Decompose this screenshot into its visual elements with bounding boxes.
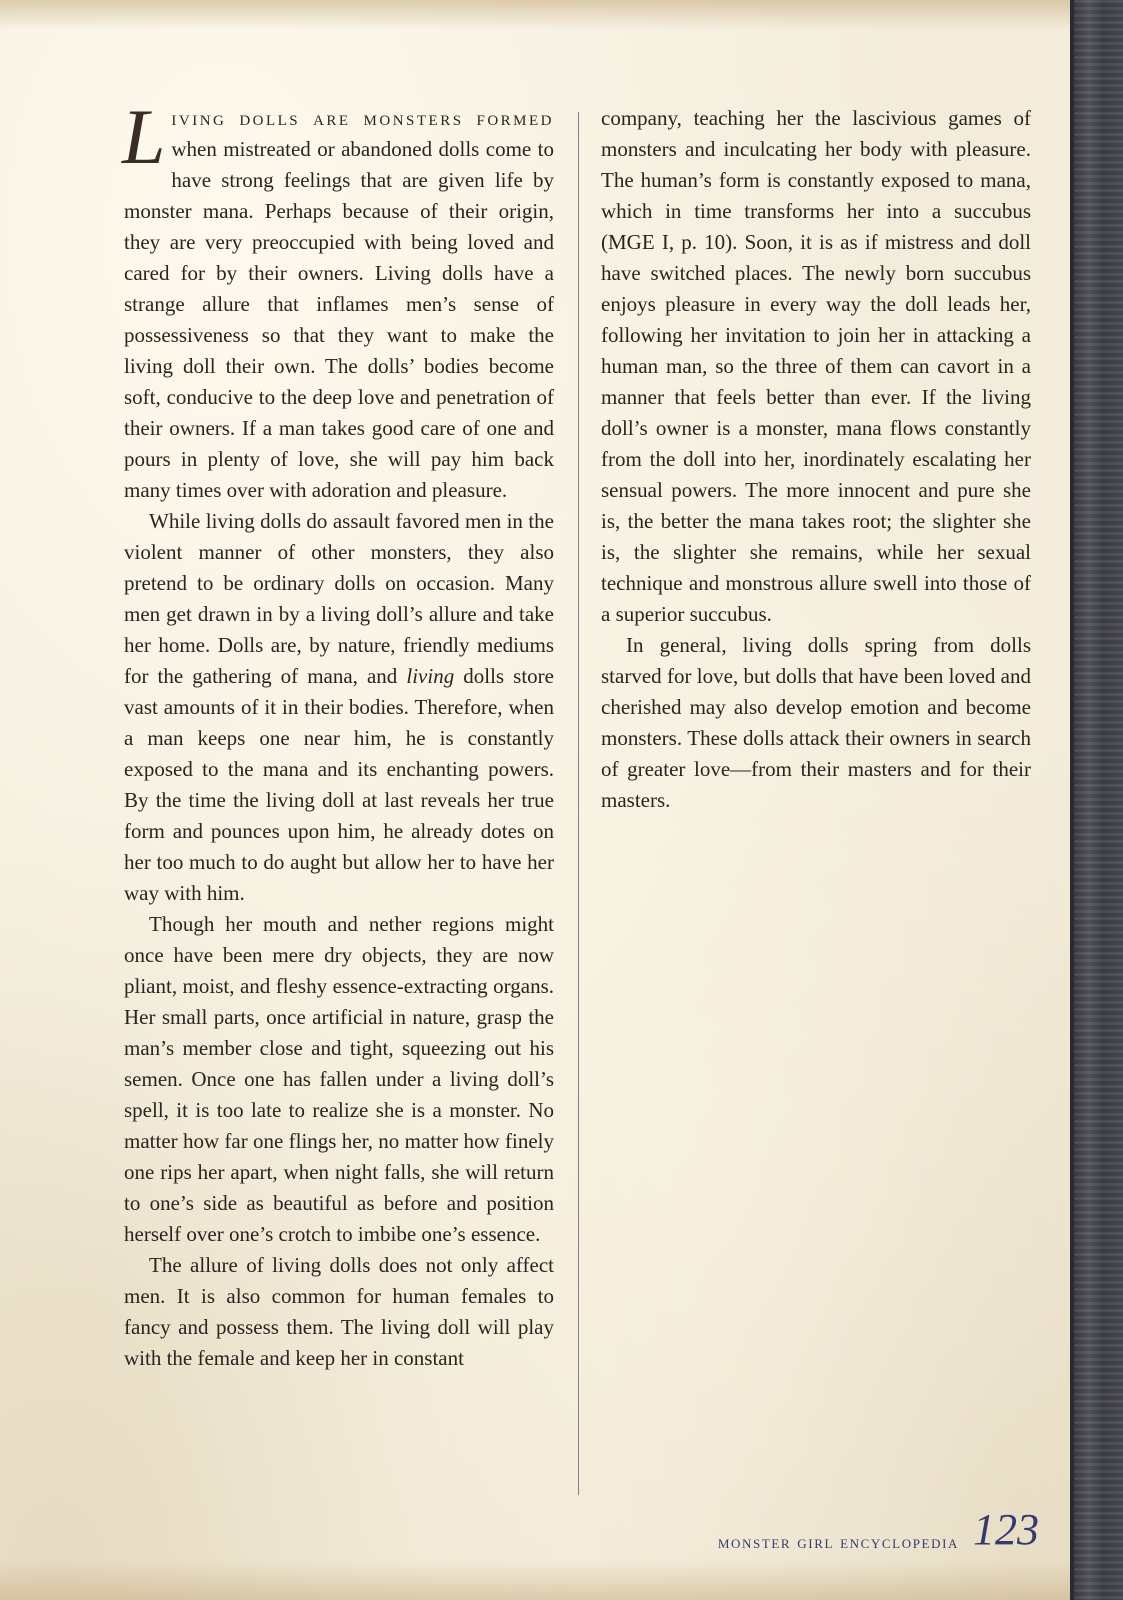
paragraph-intro-text: when mistreated or abandoned dolls come to have strong feelings that are given life by monster mana. Perhaps because of their origin, they are very preoccupied with being loved and cared for by their owners. Living dolls have a strange allure that inflames men’s sense of possessiveness so that they want to make the living doll their own. The dolls’ bodies become soft, conducive to the deep love and penetration of their owners. If a man takes good care of one and pours in plenty of love, she will pay him back many times over with adoration and pleasure. <box>124 137 554 502</box>
emphasis-living: living <box>406 664 455 688</box>
drop-cap: L <box>122 93 166 180</box>
paragraph-allure-part1: The allure of living dolls does not only affect men. It is also common for human females to fancy and possess them. The living doll will play with the female and keep her in constant <box>124 1253 554 1370</box>
text-column-left <box>122 93 554 1374</box>
paper-bottom-edge <box>0 1560 1070 1600</box>
book-spine <box>1074 0 1123 1600</box>
lead-in-smallcaps: iving dolls are monsters formed <box>171 106 554 130</box>
page-number: 123 <box>973 1505 1039 1554</box>
column-divider <box>578 112 579 1495</box>
paper-top-edge <box>0 0 1070 30</box>
paragraph-organs: Though her mouth and nether regions might once have been mere dry objects, they are now pliant, moist, and fleshy essence-extracting organs. Her small parts, once artificial in nature, grasp the man’s member close and tight, squeezing out his semen. Once one has fallen under a living doll’s spell, it is too late to realize she is a monster. No matter how far one flings her, no matter how finely one rips her apart, when night falls, she will return to one’s side as beautiful as before and position herself over one’s crotch to imbibe one’s essence. <box>124 912 554 1246</box>
paragraph-intro <box>122 93 554 506</box>
text-column-right <box>601 103 1031 816</box>
paragraph-allure-part2: company, teaching her the lascivious games of monsters and inculcating her body with pleasure. The human’s form is constantly exposed to mana, which in time transforms her into a succubus (MGE I, p. 10). Soon, it is as if mistress and doll have switched places. The newly born succubus enjoys pleasure in every way the doll leads her, following her invitation to join her in attacking a human man, so the three of them can cavort in a manner that feels better than ever. If the living doll’s owner is a monster, mana flows constantly from the doll into her, inordinately escalating her sensual powers. The more innocent and pure she is, the better the mana takes root; the slighter she is, the slighter she remains, while her sexual technique and monstrous allure swell into those of a superior succubus. <box>601 106 1031 626</box>
running-footer-title: monster girl encyclopedia <box>717 1532 959 1552</box>
paragraph-general: In general, living dolls spring from dolls starved for love, but dolls that have been loved and cherished may also develop emotion and become monsters. These dolls attack their owners in search of greater love—from their masters and for their masters. <box>601 633 1031 812</box>
paragraph-assault-text-b: dolls store vast amounts of it in their bodies. Therefore, when a man keeps one near him, he is constantly exposed to the mana and its enchanting powers. By the time the living doll at last reveals her true form and pounces upon him, he already dotes on her too much to do aught but allow her to have her way with him. <box>124 664 554 905</box>
paragraph-assault-text-a: While living dolls do assault favored men in the violent manner of other monsters, they also pretend to be ordinary dolls on occasion. Many men get drawn in by a living doll’s allure and take her home. Dolls are, by nature, friendly mediums for the gathering of mana, and <box>124 509 554 688</box>
paragraph-assault <box>124 506 554 909</box>
